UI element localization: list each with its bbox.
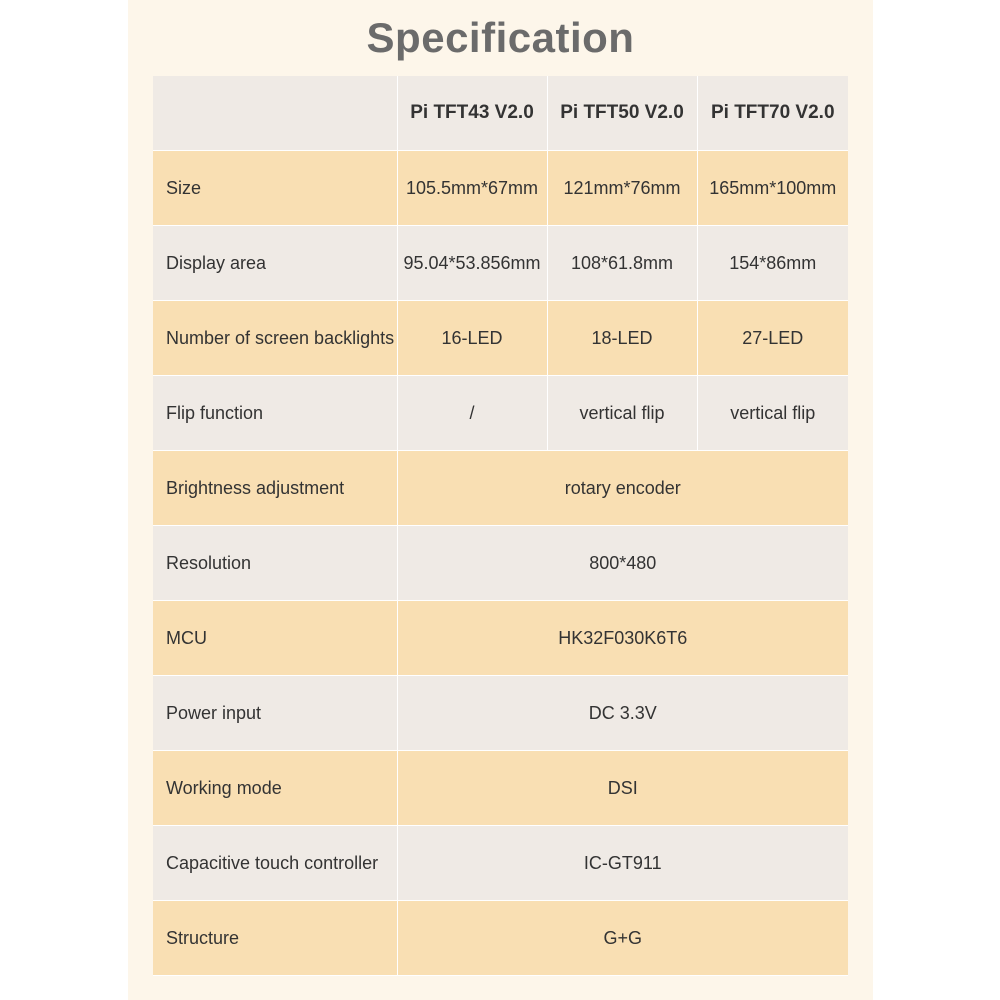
cell-value: DSI [397, 751, 848, 826]
row-label: Size [153, 151, 397, 226]
cell-value: G+G [397, 901, 848, 976]
spec-page [128, 0, 873, 1000]
cell-value: 18-LED [547, 301, 697, 376]
row-label: MCU [153, 601, 397, 676]
table-row-mcu [153, 601, 848, 676]
cell-value: 154*86mm [697, 226, 848, 301]
row-label: Power input [153, 676, 397, 751]
row-label: Working mode [153, 751, 397, 826]
table-row-resolution [153, 526, 848, 601]
table-row-touch-controller [153, 826, 848, 901]
table-row-backlights [153, 301, 848, 376]
row-label: Display area [153, 226, 397, 301]
row-label: Structure [153, 901, 397, 976]
cell-value: DC 3.3V [397, 676, 848, 751]
row-label: Capacitive touch controller [153, 826, 397, 901]
table-row-display-area [153, 226, 848, 301]
cell-value: 95.04*53.856mm [397, 226, 547, 301]
header-model-tft70: Pi TFT70 V2.0 [697, 76, 848, 151]
cell-value: HK32F030K6T6 [397, 601, 848, 676]
row-label: Brightness adjustment [153, 451, 397, 526]
cell-value: 108*61.8mm [547, 226, 697, 301]
page-title: Specification [366, 14, 635, 61]
cell-value: 800*480 [397, 526, 848, 601]
table-row-power-input [153, 676, 848, 751]
cell-value: 27-LED [697, 301, 848, 376]
header-model-tft50: Pi TFT50 V2.0 [547, 76, 697, 151]
row-label: Resolution [153, 526, 397, 601]
cell-value: rotary encoder [397, 451, 848, 526]
table-row-brightness [153, 451, 848, 526]
cell-value: vertical flip [697, 376, 848, 451]
cell-value: IC-GT911 [397, 826, 848, 901]
cell-value: 165mm*100mm [697, 151, 848, 226]
cell-value: vertical flip [547, 376, 697, 451]
cell-value: / [397, 376, 547, 451]
cell-value: 105.5mm*67mm [397, 151, 547, 226]
table-row-size [153, 151, 848, 226]
header-empty-cell [153, 76, 397, 151]
cell-value: 121mm*76mm [547, 151, 697, 226]
table-row-flip-function [153, 376, 848, 451]
table-row-structure [153, 901, 848, 976]
header-model-tft43: Pi TFT43 V2.0 [397, 76, 547, 151]
row-label: Number of screen backlights [153, 301, 397, 376]
specification-table [153, 76, 848, 976]
table-header-row [153, 76, 848, 151]
cell-value: 16-LED [397, 301, 547, 376]
table-row-working-mode [153, 751, 848, 826]
row-label: Flip function [153, 376, 397, 451]
